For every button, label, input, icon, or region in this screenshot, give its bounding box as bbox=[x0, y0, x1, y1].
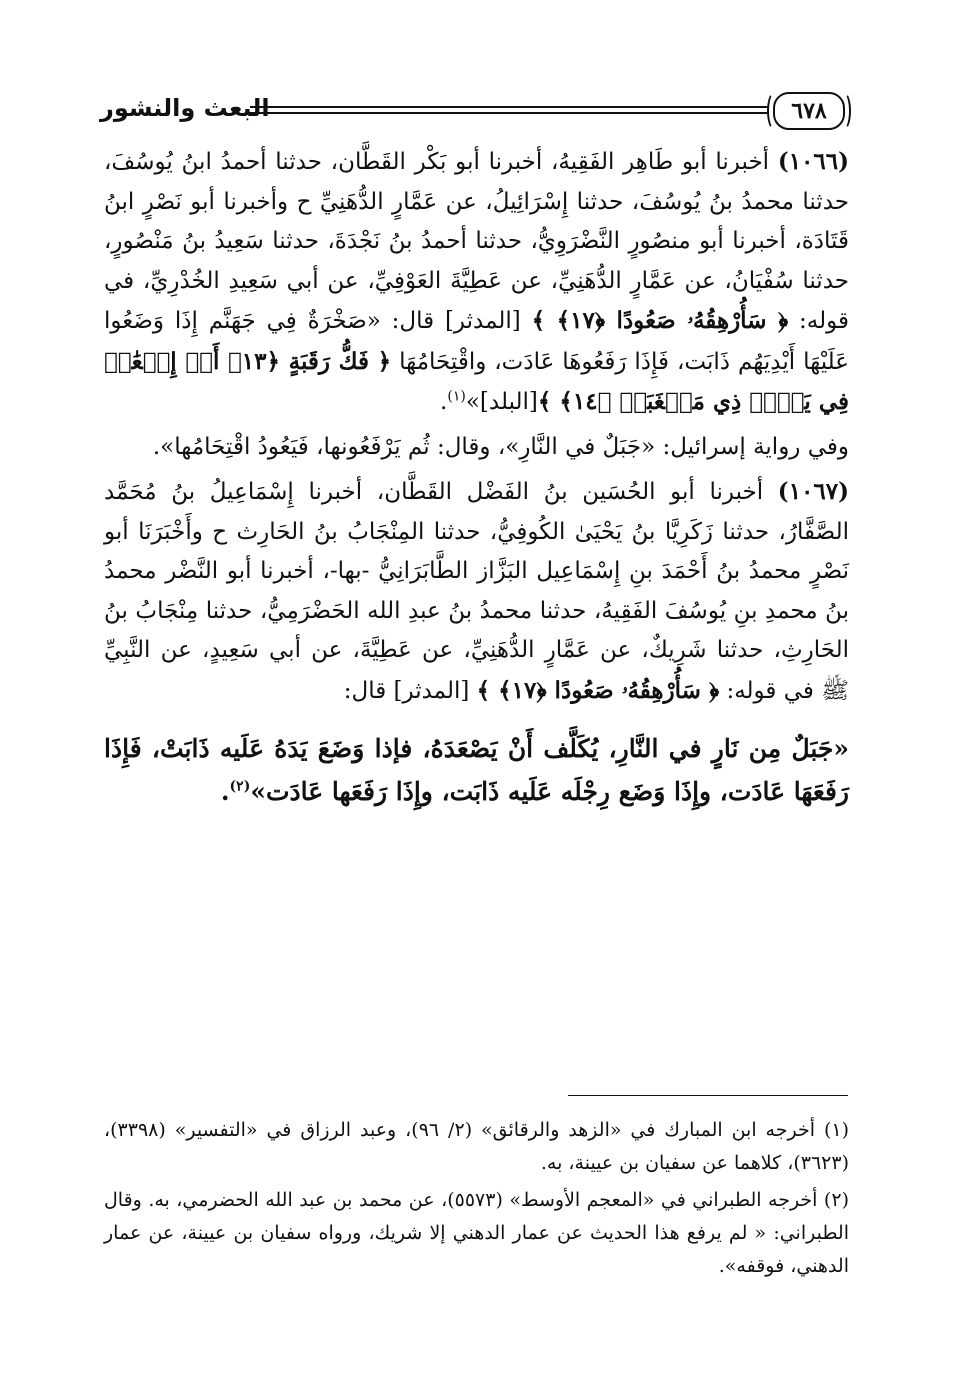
footnote-divider bbox=[568, 1095, 848, 1096]
footnote-2 bbox=[104, 1184, 849, 1283]
hadith-text: أخبرنا أبو طَاهِر الفَقِيهُ، أخبرنا أبو بَكْر القَطَّان، حدثنا أحمدُ ابنُ يُوسُفَ، حدثنا محمدُ بنُ يُوسُفَ، حدثنا إِسْرَائِيلُ، عن عَمَّارٍ الدُّهَنِيِّ ح وأخبرنا أبو نَصْرٍ ابنُ قَتَادَة، أخبرنا أبو منصُورٍ النَّضْرَوِيُّ، حدثنا أحمدُ بنُ نَجْدَةَ، حدثنا سَعِيدُ بنُ مَنْصُورٍ، حدثنا سُفْيَانُ، عن عَمَّارٍ الدُّهَنِيِّ، عن عَطِيَّةَ العَوْفِيِّ، عن أبي سَعِيدِ الخُدْرِيِّ، في قوله: bbox=[104, 149, 849, 334]
israil-variant: وفي رواية إسرائيل: «جَبَلٌ في النَّارِ»، وقال: ثُم يَرْفَعُونها، فَيَعُودُ اقْتِحَامُها». bbox=[152, 433, 849, 460]
said-label: قال: bbox=[343, 677, 387, 704]
period: . bbox=[220, 777, 230, 806]
quote-close: » bbox=[465, 389, 480, 415]
quran-verse: ﴿ سَأُرْهِقُهُۥ صَعُودًا ﴿١٧﴾ ﴾ bbox=[531, 307, 789, 334]
footnote-number: (٢) bbox=[823, 1189, 849, 1211]
hadith-1066 bbox=[104, 142, 849, 423]
page-header bbox=[100, 92, 845, 132]
hadith-text-continued: قال: «صَخْرَةٌ فِي جَهَنَّم إِذَا وَضَعُوا عَلَيْهَا أَيْدِيَهُم ذَابَت، فَإِذَا رَفَعُوهَا عَادَت، واقْتِحَامُهَا bbox=[104, 308, 849, 375]
hadith-number: (١٠٦٧) bbox=[777, 478, 849, 505]
quran-verse: ﴿ فَكُّ رَقَبَةٍ ﴿١٣﴾ أَوۡ إِطۡعَٰمٞ فِي يَوۡمٖ ذِي مَسۡغَبَةٖ ﴿١٤﴾ ﴾ bbox=[104, 347, 849, 415]
period: . bbox=[440, 389, 448, 415]
page-number: ٦٧٨ bbox=[773, 92, 845, 130]
hadith-text: أخبرنا أبو الحُسَين بنُ الفَضْل القَطَّان، أخبرنا إِسْمَاعِيلُ بنُ مُحَمَّد الصَّفَّارُ، حدثنا زَكَرِيَّا بنُ يَحْيَىٰ الكُوفِيُّ، حدثنا المِنْجَابُ بنُ الحَارِث ح وأَخْبَرَنَا أبو نَصْرٍ محمدُ بنُ أَحْمَدَ بنِ إِسْمَاعِيل البَزَّاز الطَّابَرَانِيُّ -بها-، أخبرنا أبو النَّضْر محمدُ بنُ محمدِ بنِ يُوسُفَ الفَقِيهُ، حدثنا محمدُ بنُ عبدِ الله الحَضْرَمِيُّ، حدثنا مِنْجَابُ بنُ الحَارِثِ، حدثنا شَرِيكٌ، عن عَمَّارٍ الدُّهَنِيِّ، عن عَطِيَّةَ، عن أبي سَعِيدٍ، عن النَّبِيِّ ﷺ في قوله: bbox=[104, 479, 849, 704]
hadith-1067 bbox=[104, 472, 849, 711]
header-rule bbox=[250, 106, 769, 114]
prophetic-quote bbox=[104, 727, 849, 813]
surah-ref: [البلد] bbox=[479, 389, 538, 415]
surah-ref: [المدثر] bbox=[444, 308, 521, 334]
book-title: البعث والنشور bbox=[100, 94, 270, 122]
quran-verse: ﴿ سَأُرْهِقُهُۥ صَعُودًا ﴿١٧﴾ ﴾ bbox=[476, 676, 720, 704]
footnote-text: أخرجه ابن المبارك في «الزهد والرقائق» (٢/ ٩٦)، وعبد الرزاق في «التفسير» (٣٣٩٨)، (٣٦٢٣)، كلاهما عن سفيان بن عيينة، به. bbox=[104, 1119, 849, 1174]
footnotes bbox=[104, 1114, 849, 1287]
hadith-number: (١٠٦٦) bbox=[777, 148, 850, 175]
footnote-number: (١) bbox=[823, 1119, 849, 1141]
surah-ref: [المدثر] bbox=[393, 677, 470, 704]
footnote-marker: (٢) bbox=[229, 778, 251, 795]
footnote-text: أخرجه الطبراني في «المعجم الأوسط» (٥٥٧٣)، عن محمد بن عبد الله الحضرمي، به. وقال الطبراني: « لم يرفع هذا الحديث عن عمار الدهني إلا شريك، ورواه سفيان بن عيينة، عن عمار الدهني، فوقفه». bbox=[104, 1189, 849, 1277]
quote-text: «جَبَلٌ مِن نَارٍ في النَّارِ، يُكَلَّف أَنْ يَصْعَدَهُ، فإذا وَضَعَ يَدَهُ عَلَيه ذَابَتْ، فَإِذَا رَفَعَهَا عَادَت، وإِذَا وَضَع رِجْلَه عَلَيه ذَابَت، وإِذَا رَفَعَها عَادَت» bbox=[104, 734, 849, 806]
main-text bbox=[104, 142, 849, 813]
footnote-marker: (١) bbox=[447, 388, 466, 405]
footnote-1 bbox=[104, 1114, 849, 1180]
